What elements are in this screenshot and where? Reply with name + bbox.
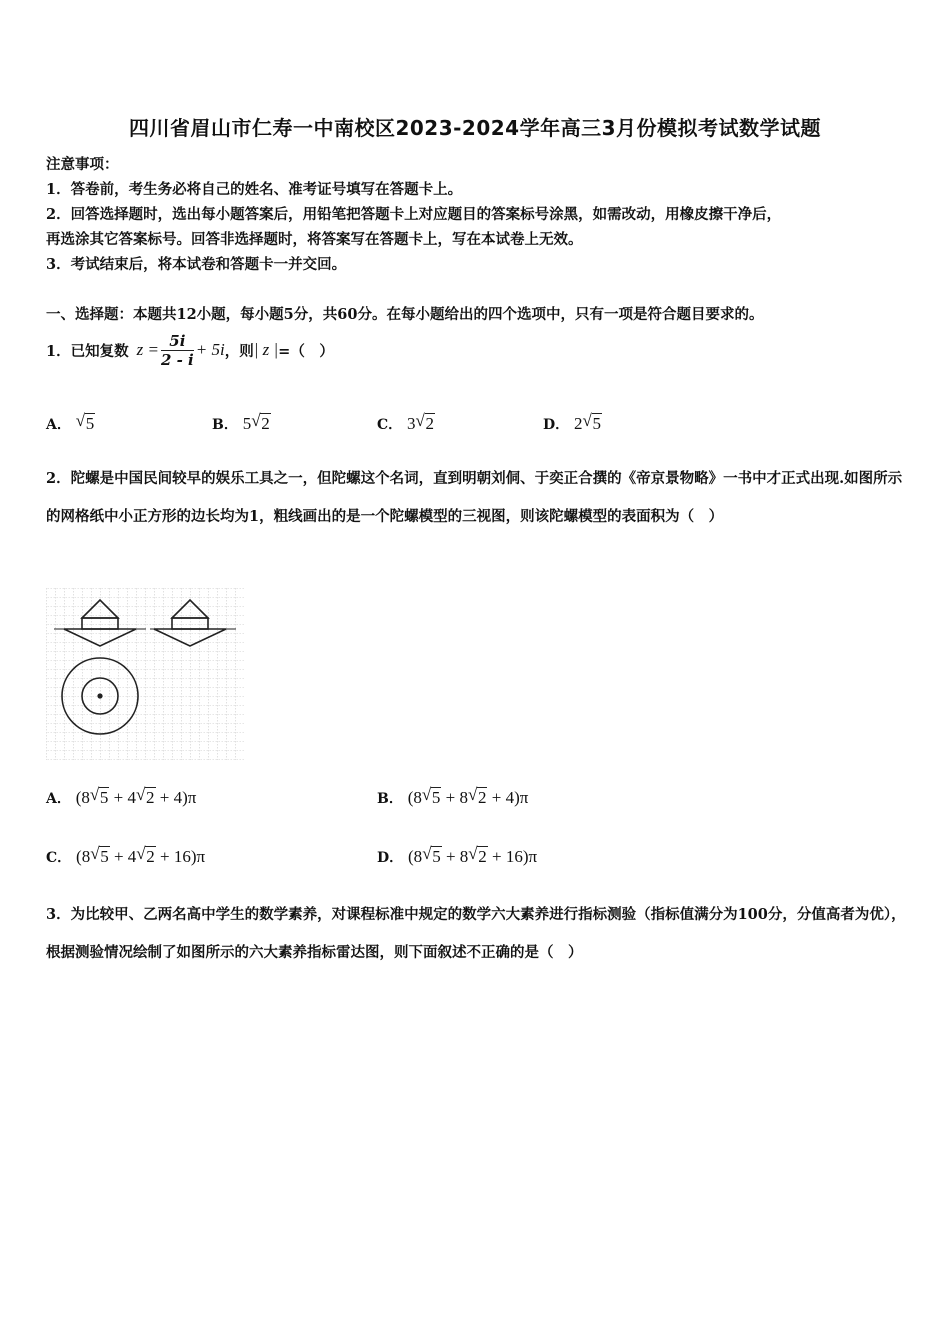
question-3: 3．为比较甲、乙两名高中学生的数学素养，对课程标准中规定的数学六大素养进行指标测验（指标值满分为100分，分值高者为优），根据测验情况绘制了如图所示的六大素养指标雷达图，则下面叙述不正确的是（ ）	[46, 906, 906, 961]
page-title: 四川省眉山市仁寿一中南校区2023-2024学年高三3月份模拟考试数学试题	[128, 116, 822, 140]
option-value: (8 √ 5 + 4 √ 2 + 4)π	[75, 785, 197, 807]
option-label: D．	[543, 417, 570, 433]
option-value: 5 √ 2	[242, 411, 270, 433]
option-value: 2 √ 5	[574, 411, 602, 433]
q2-option-c[interactable]	[46, 844, 206, 867]
option-label: C．	[46, 850, 72, 866]
q1-fraction	[161, 332, 194, 369]
q1-abs: | z |	[253, 340, 279, 359]
q1-option-b[interactable]	[212, 411, 271, 434]
q1-tail: =（ ）	[278, 342, 334, 360]
q1-prefix: 1．已知复数	[46, 342, 129, 360]
option-value: (8 √ 5 + 8 √ 2 + 4)π	[407, 785, 529, 807]
notice-item: 3．考试结束后，将本试卷和答题卡一并交回。	[46, 256, 347, 273]
option-label: A．	[46, 417, 71, 433]
notice-item: 再选涂其它答案标号。回答非选择题时，将答案写在答题卡上，写在本试卷上无效。	[46, 231, 583, 248]
option-label: D．	[377, 850, 404, 866]
section-heading: 一、选择题：本题共12小题，每小题5分，共60分。在每小题给出的四个选项中，只有一项是符合题目要求的。	[46, 306, 764, 323]
q1-plus: + 5i	[195, 340, 225, 359]
question-2: 2．陀螺是中国民间较早的娱乐工具之一，但陀螺这个名词，直到明朝刘侗、于奕正合撰的《帝京景物略》一书中才正式出现.如图所示的网格纸中小正方形的边长均为1，粗线画出的是一个陀螺模型的三视图，则该陀螺模型的表面积为（ ）	[46, 470, 903, 525]
q1-frac-den: 2 - i	[160, 350, 194, 369]
q1-option-a[interactable]	[46, 411, 95, 434]
option-label: B．	[377, 791, 403, 807]
grid-background	[46, 588, 244, 760]
q2-option-a[interactable]	[46, 785, 197, 808]
option-value: (8 √ 5 + 8 √ 2 + 16)π	[408, 844, 538, 866]
q2-option-b[interactable]	[377, 785, 529, 808]
option-label: B．	[212, 417, 238, 433]
q1-frac-num: 5i	[161, 332, 194, 351]
q1-option-d[interactable]	[543, 411, 602, 434]
q1-z: z =	[136, 340, 159, 359]
q1-option-c[interactable]	[377, 411, 435, 434]
notice-item: 1．答卷前，考生务必将自己的姓名、准考证号填写在答题卡上。	[46, 181, 463, 198]
question-1	[46, 330, 334, 370]
three-view-figure	[46, 588, 244, 760]
q2-option-d[interactable]	[377, 844, 538, 867]
q1-suffix: ，则	[224, 342, 254, 360]
option-value: 3 √ 2	[407, 411, 435, 433]
option-label: C．	[377, 417, 403, 433]
notice-heading: 注意事项：	[46, 156, 119, 173]
notice-item: 2．回答选择题时，选出每小题答案后，用铅笔把答题卡上对应题目的答案标号涂黑，如需改动，用橡皮擦干净后，	[46, 206, 782, 223]
option-value: √ 5	[75, 411, 95, 433]
option-value: (8 √ 5 + 4 √ 2 + 16)π	[76, 844, 206, 866]
option-label: A．	[46, 791, 71, 807]
